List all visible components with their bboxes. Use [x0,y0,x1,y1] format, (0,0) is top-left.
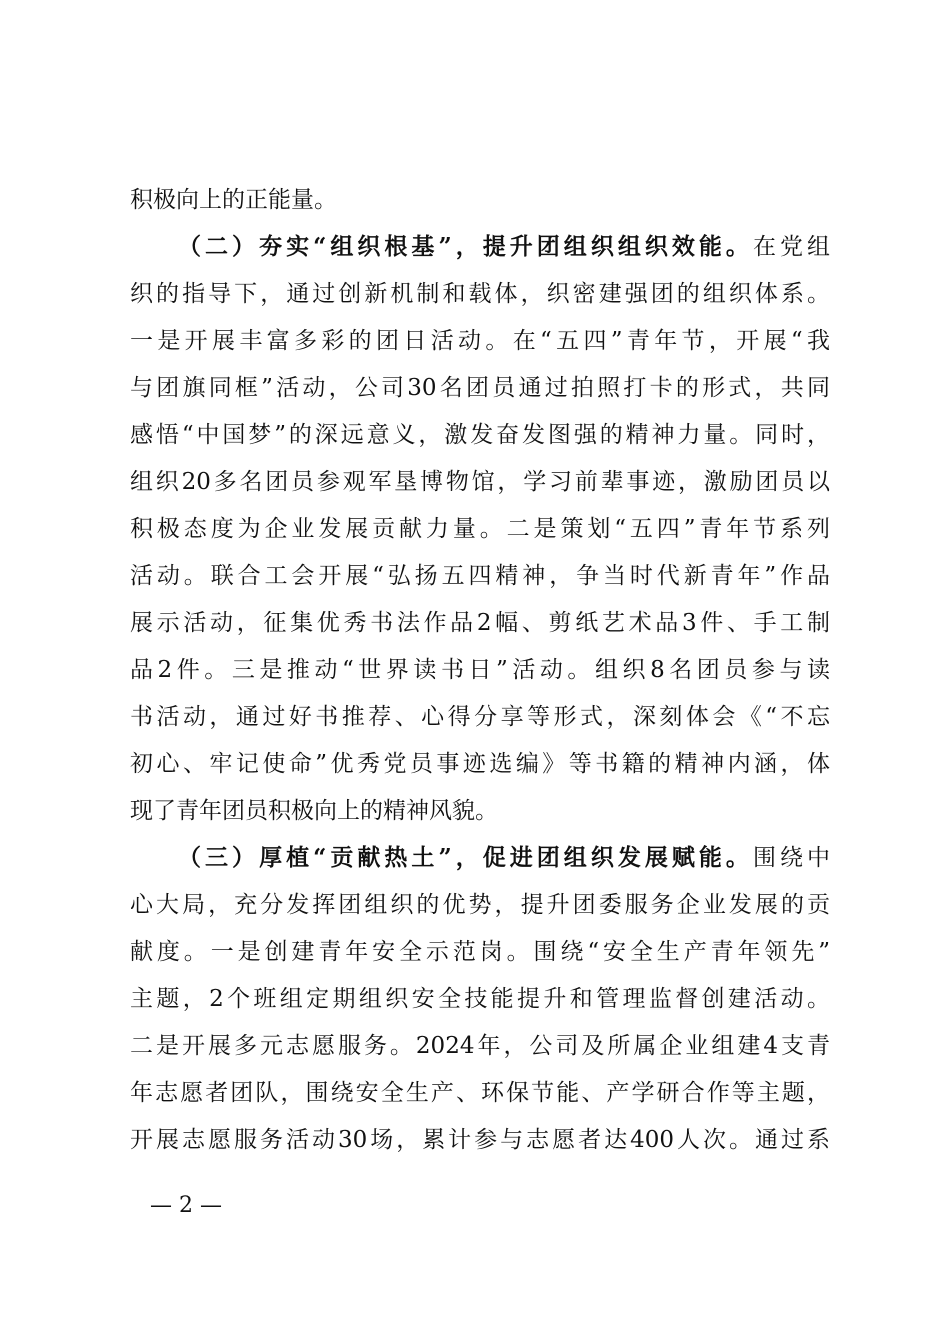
section-3-heading-continuation: 围绕中 [752,845,830,871]
section-2-heading: （二）夯实“组织根基”，提升团组织组织效能。 [178,233,753,260]
body-text-line: 与团旗同框”活动，公司30名团员通过拍照打卡的形式，共同 [130,375,830,401]
body-text-line: 书活动，通过好书推荐、心得分享等形式，深刻体会《“不忘 [130,704,830,730]
body-text-line: 心大局，充分发挥团组织的优势，提升团委服务企业发展的贡 [130,892,830,918]
body-text-line: 主题，2个班组定期组织安全技能提升和管理监督创建活动。 [130,986,830,1012]
body-text-line: 积极向上的正能量。 [130,187,337,213]
section-3-heading: （三）厚植“贡献热土”，促进团组织发展赋能。 [178,844,753,871]
body-text-line: 展示活动，征集优秀书法作品2幅、剪纸艺术品3件、手工制 [130,610,830,636]
body-text-line: 献度。一是创建青年安全示范岗。围绕“安全生产青年领先” [130,939,830,965]
section-2-heading-continuation: 在党组 [752,234,830,260]
body-text-line: 一是开展丰富多彩的团日活动。在“五四”青年节，开展“我 [130,328,830,354]
body-text-line: 初心、牢记使命”优秀党员事迹选编》等书籍的精神内涵，体 [130,751,830,777]
body-text-line: 年志愿者团队，围绕安全生产、环保节能、产学研合作等主题， [130,1080,830,1106]
body-text-line: 活动。联合工会开展“弘扬五四精神，争当时代新青年”作品 [130,563,830,589]
body-text-line: 积极态度为企业发展贡献力量。二是策划“五四”青年节系列 [130,516,830,542]
body-text-line: 品2件。三是推动“世界读书日”活动。组织8名团员参与读 [130,657,830,683]
section-3-first-line [178,838,830,878]
body-text-line: 开展志愿服务活动30场，累计参与志愿者达400人次。通过系 [130,1127,830,1153]
body-text-line: 织的指导下，通过创新机制和载体，织密建强团的组织体系。 [130,281,830,307]
body-text-line: 现了青年团员积极向上的精神风貌。 [130,798,498,824]
body-text-line: 感悟“中国梦”的深远意义，激发奋发图强的精神力量。同时， [130,422,830,448]
body-text-line: 二是开展多元志愿服务。2024年，公司及所属企业组建4支青 [130,1033,830,1059]
section-2-first-line [178,227,830,267]
page-number: — 2 — [150,1193,222,1218]
body-text-line: 组织20多名团员参观军垦博物馆，学习前辈事迹，激励团员以 [130,469,830,495]
